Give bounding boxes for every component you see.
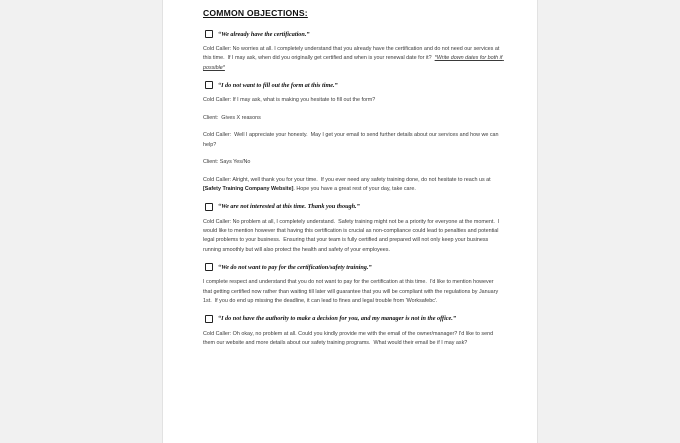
script-paragraph [203,45,503,73]
objection-title: “I do not have the authority to make a decision for you, and my manager is not in the office.” [218,315,456,323]
script-paragraph: Cold Caller: If I may ask, what is making you hesitate to fill out the form? [203,97,376,104]
objection-title: “We already have the certification.” [218,30,310,38]
objection-no-authority [205,315,503,323]
paragraph-text: Cold Caller: No worries at all. I completely understand that you already have the certification and do not need our services at this time. If I may ask, when did you originally get certified and when is your renewal date for it? [203,46,501,62]
instruction-note: *Write down dates for both if possible* [203,55,504,71]
checkbox[interactable] [205,315,213,323]
objection-not-interested [205,203,503,211]
objection-title: “We do not want to pay for the certification/safety training.” [218,263,372,271]
objection-fill-form [205,81,503,89]
script-paragraph: Client: Says Yes/No [203,159,251,166]
website-placeholder: [Safety Training Company Website] [203,186,294,193]
script-paragraph: I complete respect and understand that you do not want to pay for the certification at this time. I'd like to mention however that getting certified now rather than waiting till later will guarantee that you will be compliant with the regulations by January 1st. If you do end up missing the deadline, it can lead to fines and legal trouble from 'Worksafebc'. [203,279,500,305]
objection-already-certified [205,30,503,38]
paragraph-text: . Hope you have a great rest of your day, take care. [293,186,416,193]
checkbox[interactable] [205,203,213,211]
script-paragraph [203,176,503,195]
document-page [163,0,537,443]
script-paragraph: Cold Caller: No problem at all, I completely understand. Safety training might not be a priority for everyone at the moment. I would like to mention however that having this certification is crucial as non-compliance could lead to penalties and potential legal problems to your business. Ensuring that your team is fully certified and prepared will not only keep your business running smoothly but will also protect the health and safety of your employees. [203,218,501,253]
section-heading: COMMON OBJECTIONS: [203,8,308,18]
checkbox[interactable] [205,30,213,38]
document-content [203,8,503,357]
checkbox[interactable] [205,263,213,271]
script-paragraph: Cold Caller: Well I appreciate your honesty. May I get your email to send further details about our services and how we can help? [203,132,501,148]
objection-title: “I do not want to fill out the form at this time.” [218,81,338,89]
objection-no-pay [205,263,503,271]
checkbox[interactable] [205,81,213,89]
objection-title: “We are not interested at this time. Thank you though.” [218,203,360,211]
paragraph-text: Cold Caller: Alright, well thank you for your time. If you ever need any safety training done, do not hesitate to reach us at [203,176,493,183]
script-paragraph: Cold Caller: Oh okay, no problem at all. Could you kindly provide me with the email of the owner/manager? I'd like to send them our website and more details about our safety training programs. What would their email be if I may ask? [203,330,495,347]
script-paragraph: Client: Gives X reasons [203,114,261,121]
